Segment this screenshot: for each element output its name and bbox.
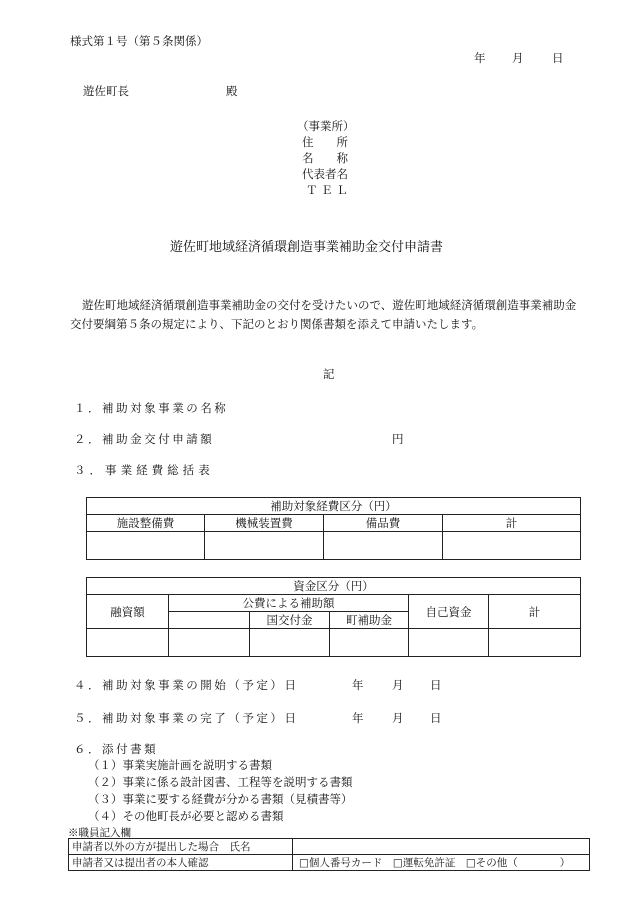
funding-source-table	[86, 577, 581, 657]
submitter-name-label: 申請者以外の方が提出した場合 氏名	[69, 839, 293, 855]
col-total: 計	[443, 515, 581, 532]
attachment-4: （４）その他町長が必要と認める書類	[88, 809, 284, 823]
form-number: 様式第１号（第５条関係）	[70, 34, 208, 48]
applicant-tel-label: Ｔ Ｅ Ｌ	[306, 183, 348, 197]
date-day-label: 日	[552, 51, 564, 65]
loan-amount-cell[interactable]	[87, 629, 169, 657]
own-funds-cell[interactable]	[409, 629, 489, 657]
applicant-office-label: （事業所）	[297, 119, 355, 133]
date-month-label: 月	[512, 51, 524, 65]
end-day-label: 日	[430, 711, 442, 725]
submitter-name-cell[interactable]	[293, 839, 590, 855]
staff-note: ※職員記入欄	[68, 827, 131, 839]
col-machinery: 機械装置費	[205, 515, 324, 532]
attachment-3: （３）事業に要する経費が分かる書類（見積書等）	[88, 792, 353, 806]
staff-entry-table	[68, 838, 590, 871]
item-4-start-date: ４．補助対象事業の開始（予定）日	[74, 678, 299, 692]
start-month-label: 月	[392, 678, 404, 692]
col-facility: 施設整備費	[87, 515, 205, 532]
check-other[interactable]: □その他（ ）	[465, 857, 571, 869]
ki-label: 記	[323, 367, 335, 381]
facility-amount-cell[interactable]	[87, 532, 205, 560]
check-my-number-card[interactable]: □個人番号カード	[299, 857, 383, 869]
item-6-attachments: ６．添付書類	[74, 742, 159, 756]
attachment-1: （１）事業実施計画を説明する書類	[88, 758, 272, 772]
col-national-grant: 国交付金	[250, 612, 330, 629]
identity-check-label: 申請者又は提出者の本人確認	[69, 855, 293, 871]
item-1-project-name: １．補助対象事業の名称	[74, 401, 229, 415]
start-day-label: 日	[430, 678, 442, 692]
col-town-subsidy: 町補助金	[330, 612, 409, 629]
col-own-funds: 自己資金	[409, 595, 489, 629]
col-public-subsidy: 公費による補助額	[169, 595, 409, 612]
addressee: 遊佐町長	[83, 84, 129, 98]
spacer-cell[interactable]	[169, 629, 250, 657]
col-spacer	[169, 612, 250, 629]
end-month-label: 月	[392, 711, 404, 725]
expense-total-cell[interactable]	[443, 532, 581, 560]
equipment-amount-cell[interactable]	[324, 532, 443, 560]
machinery-amount-cell[interactable]	[205, 532, 324, 560]
end-year-label: 年	[352, 711, 364, 725]
applicant-address-label: 住 所	[302, 135, 348, 149]
applicant-representative-label: 代表者名	[302, 167, 348, 181]
application-body-text: 遊佐町地域経済循環創造事業補助金の交付を受けたいので、遊佐町地域経済循環創造事業補助金交付要綱第５条の規定により、下記のとおり関係書類を添えて申請いたします。	[70, 298, 577, 331]
check-drivers-license[interactable]: □運転免許証	[392, 857, 456, 869]
yen-unit: 円	[392, 432, 404, 446]
town-subsidy-cell[interactable]	[330, 629, 409, 657]
col-loan: 融資額	[87, 595, 169, 629]
item-2-requested-amount: ２．補助金交付申請額	[74, 432, 215, 446]
document-title: 遊佐町地域経済循環創造事業補助金交付申請書	[170, 240, 444, 255]
col-funding-total: 計	[489, 595, 581, 629]
col-equipment: 備品費	[324, 515, 443, 532]
national-grant-cell[interactable]	[250, 629, 330, 657]
funding-total-cell[interactable]	[489, 629, 581, 657]
expense-category-table	[86, 497, 581, 560]
date-year-label: 年	[474, 51, 486, 65]
start-year-label: 年	[352, 678, 364, 692]
item-3-expense-summary: ３．事業経費総括表	[74, 463, 214, 477]
expense-table-header: 補助対象経費区分（円）	[87, 498, 581, 515]
item-5-end-date: ５．補助対象事業の完了（予定）日	[74, 711, 299, 725]
honorific: 殿	[226, 84, 238, 98]
applicant-name-label: 名 称	[302, 151, 348, 165]
attachment-2: （２）事業に係る設計図書、工程等を説明する書類	[88, 775, 353, 789]
identity-check-options	[293, 855, 590, 871]
funding-table-header: 資金区分（円）	[87, 578, 581, 595]
